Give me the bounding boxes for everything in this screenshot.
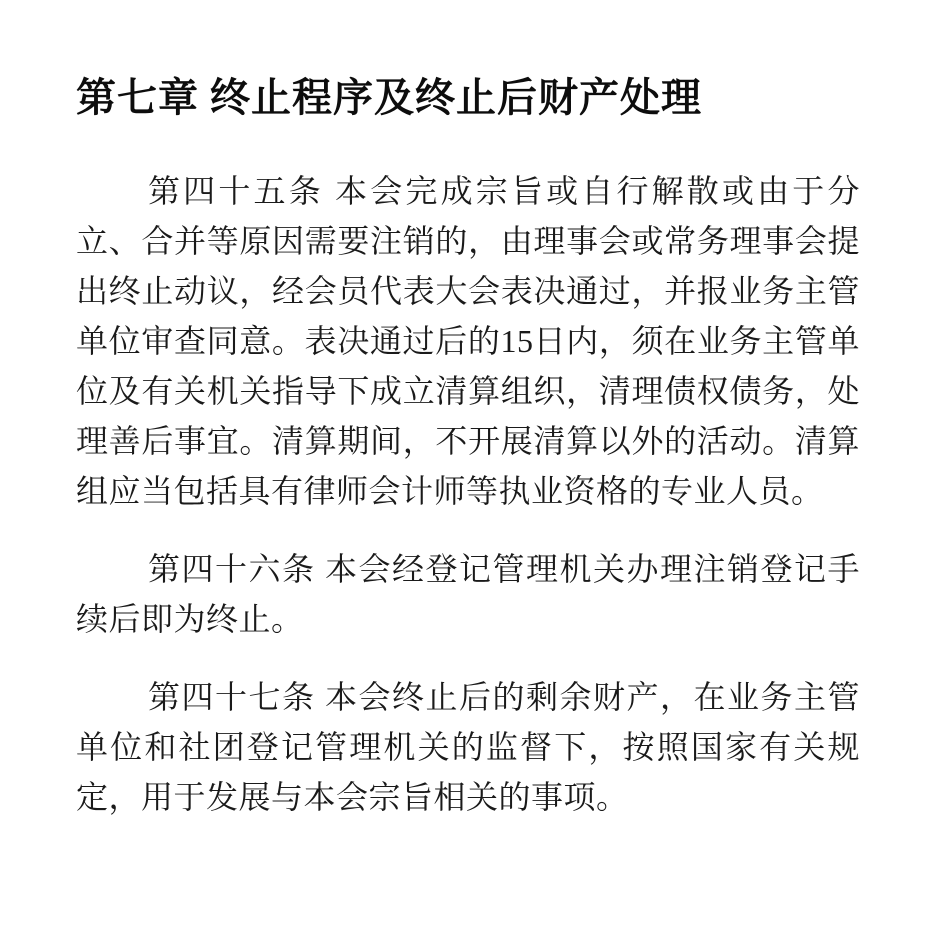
chapter-heading: 第七章 终止程序及终止后财产处理 xyxy=(76,75,702,120)
article-47-paragraph: 第四十七条 本会终止后的剩余财产，在业务主管单位和社团登记管理机关的监督下，按照国家有关规定，用于发展与本会宗旨相关的事项。 xyxy=(76,679,860,815)
article-45-paragraph: 第四十五条 本会完成宗旨或自行解散或由于分立、合并等原因需要注销的，由理事会或常务理事会提出终止动议，经会员代表大会表决通过，并报业务主管单位审查同意。表决通过后的15日内，须在业务主管单位及有关机关指导下成立清算组织，清理债权债务，处理善后事宜。清算期间，不开展清算以外的活动。清算组应当包括具有律师会计师等执业资格的专业人员。 xyxy=(76,173,860,509)
article-46-paragraph: 第四十六条 本会经登记管理机关办理注销登记手续后即为终止。 xyxy=(76,551,860,637)
